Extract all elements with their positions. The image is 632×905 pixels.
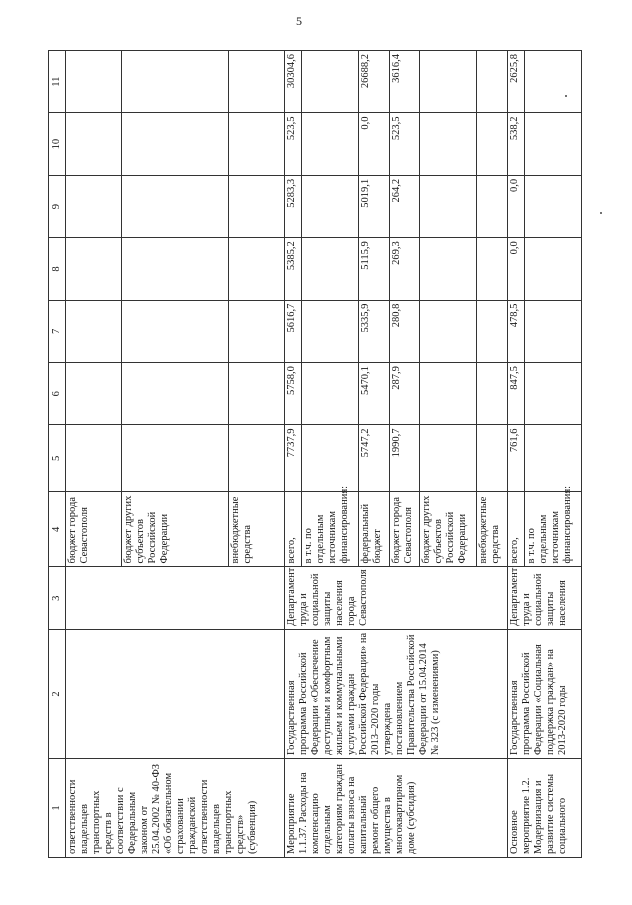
value-cell — [228, 300, 284, 362]
value-cell: 478,5 — [507, 300, 524, 362]
value-cell: 5385,2 — [285, 238, 302, 300]
value-cell — [302, 300, 359, 362]
value-cell — [524, 113, 581, 175]
value-cell — [477, 425, 507, 492]
measure-cell: ответственности владельцев транспортных средств в соответствии с Федеральным законом от 25.04.2002 № 40-ФЗ «Об обязательном страховании гражданской ответственности владельцев транспортных средств» (субвенция) — [66, 759, 285, 858]
table-row — [66, 51, 122, 858]
value-cell — [122, 113, 228, 175]
value-cell — [228, 113, 284, 175]
column-header: 8 — [49, 238, 66, 300]
value-cell — [66, 300, 122, 362]
value-cell — [122, 363, 228, 425]
value-cell — [302, 175, 359, 237]
value-cell — [477, 300, 507, 362]
column-header: 6 — [49, 363, 66, 425]
value-cell — [477, 238, 507, 300]
source-label: всего, — [507, 492, 524, 567]
value-cell — [420, 175, 477, 237]
value-cell — [477, 363, 507, 425]
value-cell — [524, 175, 581, 237]
value-cell — [524, 300, 581, 362]
value-cell — [302, 51, 359, 113]
rotated-table-container — [48, 50, 582, 858]
value-cell — [477, 175, 507, 237]
scan-speck — [565, 95, 567, 97]
value-cell — [420, 238, 477, 300]
value-cell — [66, 425, 122, 492]
header-row — [49, 51, 66, 858]
value-cell — [420, 51, 477, 113]
value-cell — [122, 51, 228, 113]
value-cell — [524, 363, 581, 425]
scan-speck — [600, 212, 602, 214]
value-cell: 5115,9 — [359, 238, 389, 300]
column-header: 2 — [49, 629, 66, 758]
value-cell: 269,3 — [389, 238, 419, 300]
value-cell — [524, 238, 581, 300]
value-cell — [302, 363, 359, 425]
value-cell — [302, 113, 359, 175]
value-cell — [420, 425, 477, 492]
value-cell: 1990,7 — [389, 425, 419, 492]
value-cell: 30304,6 — [285, 51, 302, 113]
executor-cell: Департамент труда и социальной защиты населения — [507, 567, 581, 629]
measure-cell: Мероприятие 1.1.37. Расходы на компенсацию отдельным категориям граждан оплаты взноса на капитальный ремонт общего имущества в многоквартирном доме (субсидия) — [285, 759, 508, 858]
page-number: 5 — [296, 14, 302, 28]
executor-cell: Департамент труда и социальной защиты населения города Севастополя — [285, 567, 508, 629]
value-cell: 0,0 — [507, 238, 524, 300]
program-cell — [66, 629, 285, 758]
program-cell: Государственная программа Российской Федерации «Социальная поддержка граждан» на 2013-2020 годы — [507, 629, 581, 758]
value-cell — [228, 238, 284, 300]
source-label: федеральный бюджет — [359, 492, 389, 567]
value-cell — [302, 238, 359, 300]
value-cell — [524, 51, 581, 113]
value-cell: 5747,2 — [359, 425, 389, 492]
value-cell: 523,5 — [389, 113, 419, 175]
value-cell: 287,9 — [389, 363, 419, 425]
source-label: внебюджетные средства — [477, 492, 507, 567]
value-cell: 5616,7 — [285, 300, 302, 362]
column-header: 10 — [49, 113, 66, 175]
value-cell: 847,5 — [507, 363, 524, 425]
value-cell: 538,2 — [507, 113, 524, 175]
value-cell — [420, 363, 477, 425]
value-cell: 5470,1 — [359, 363, 389, 425]
value-cell — [122, 175, 228, 237]
value-cell — [477, 113, 507, 175]
value-cell — [477, 51, 507, 113]
executor-cell — [66, 567, 285, 629]
column-header: 1 — [49, 759, 66, 858]
source-label: в т.ч. по отдельным источникам финансирования: — [524, 492, 581, 567]
value-cell — [420, 300, 477, 362]
source-label: бюджет других субъектов Российской Федерации — [420, 492, 477, 567]
value-cell — [122, 425, 228, 492]
value-cell — [66, 51, 122, 113]
value-cell — [66, 363, 122, 425]
source-label: всего, — [285, 492, 302, 567]
value-cell: 5019,1 — [359, 175, 389, 237]
value-cell — [66, 113, 122, 175]
table-row — [507, 51, 524, 858]
source-label: внебюджетные средства — [228, 492, 284, 567]
value-cell — [228, 363, 284, 425]
column-header: 3 — [49, 567, 66, 629]
value-cell — [66, 175, 122, 237]
value-cell: 2625,8 — [507, 51, 524, 113]
value-cell — [420, 113, 477, 175]
value-cell: 280,8 — [389, 300, 419, 362]
source-label: бюджет города Севастополя — [66, 492, 122, 567]
column-header: 11 — [49, 51, 66, 113]
source-label: бюджет других субъектов Российской Федерации — [122, 492, 228, 567]
value-cell — [122, 238, 228, 300]
value-cell: 5283,3 — [285, 175, 302, 237]
value-cell: 264,2 — [389, 175, 419, 237]
value-cell: 7737,9 — [285, 425, 302, 492]
value-cell: 0,0 — [507, 175, 524, 237]
column-header: 5 — [49, 425, 66, 492]
value-cell: 5758,0 — [285, 363, 302, 425]
value-cell: 0,0 — [359, 113, 389, 175]
value-cell: 3616,4 — [389, 51, 419, 113]
value-cell — [228, 51, 284, 113]
value-cell — [228, 175, 284, 237]
column-header: 7 — [49, 300, 66, 362]
value-cell: 761,6 — [507, 425, 524, 492]
source-label: бюджет города Севастополя — [389, 492, 419, 567]
measure-cell: Основное мероприятие 1.2. Модернизация и развитие системы социального — [507, 759, 581, 858]
value-cell — [228, 425, 284, 492]
source-label: в т.ч. по отдельным источникам финансирования: — [302, 492, 359, 567]
value-cell: 523,5 — [285, 113, 302, 175]
financing-table — [48, 50, 582, 858]
program-cell: Государственная программа Российской Федерации «Обеспечение доступным и комфортным жильем и коммунальными услугами граждан Российской Федерации» на 2013–2020 годы утверждена постановлением Правительства Российской Федерации от 15.04.2014 № 323 (с изменениями) — [285, 629, 508, 758]
column-header: 4 — [49, 492, 66, 567]
table-row — [285, 51, 302, 858]
value-cell: 5335,9 — [359, 300, 389, 362]
value-cell: 26688,2 — [359, 51, 389, 113]
value-cell — [302, 425, 359, 492]
column-header: 9 — [49, 175, 66, 237]
value-cell — [524, 425, 581, 492]
value-cell — [122, 300, 228, 362]
value-cell — [66, 238, 122, 300]
